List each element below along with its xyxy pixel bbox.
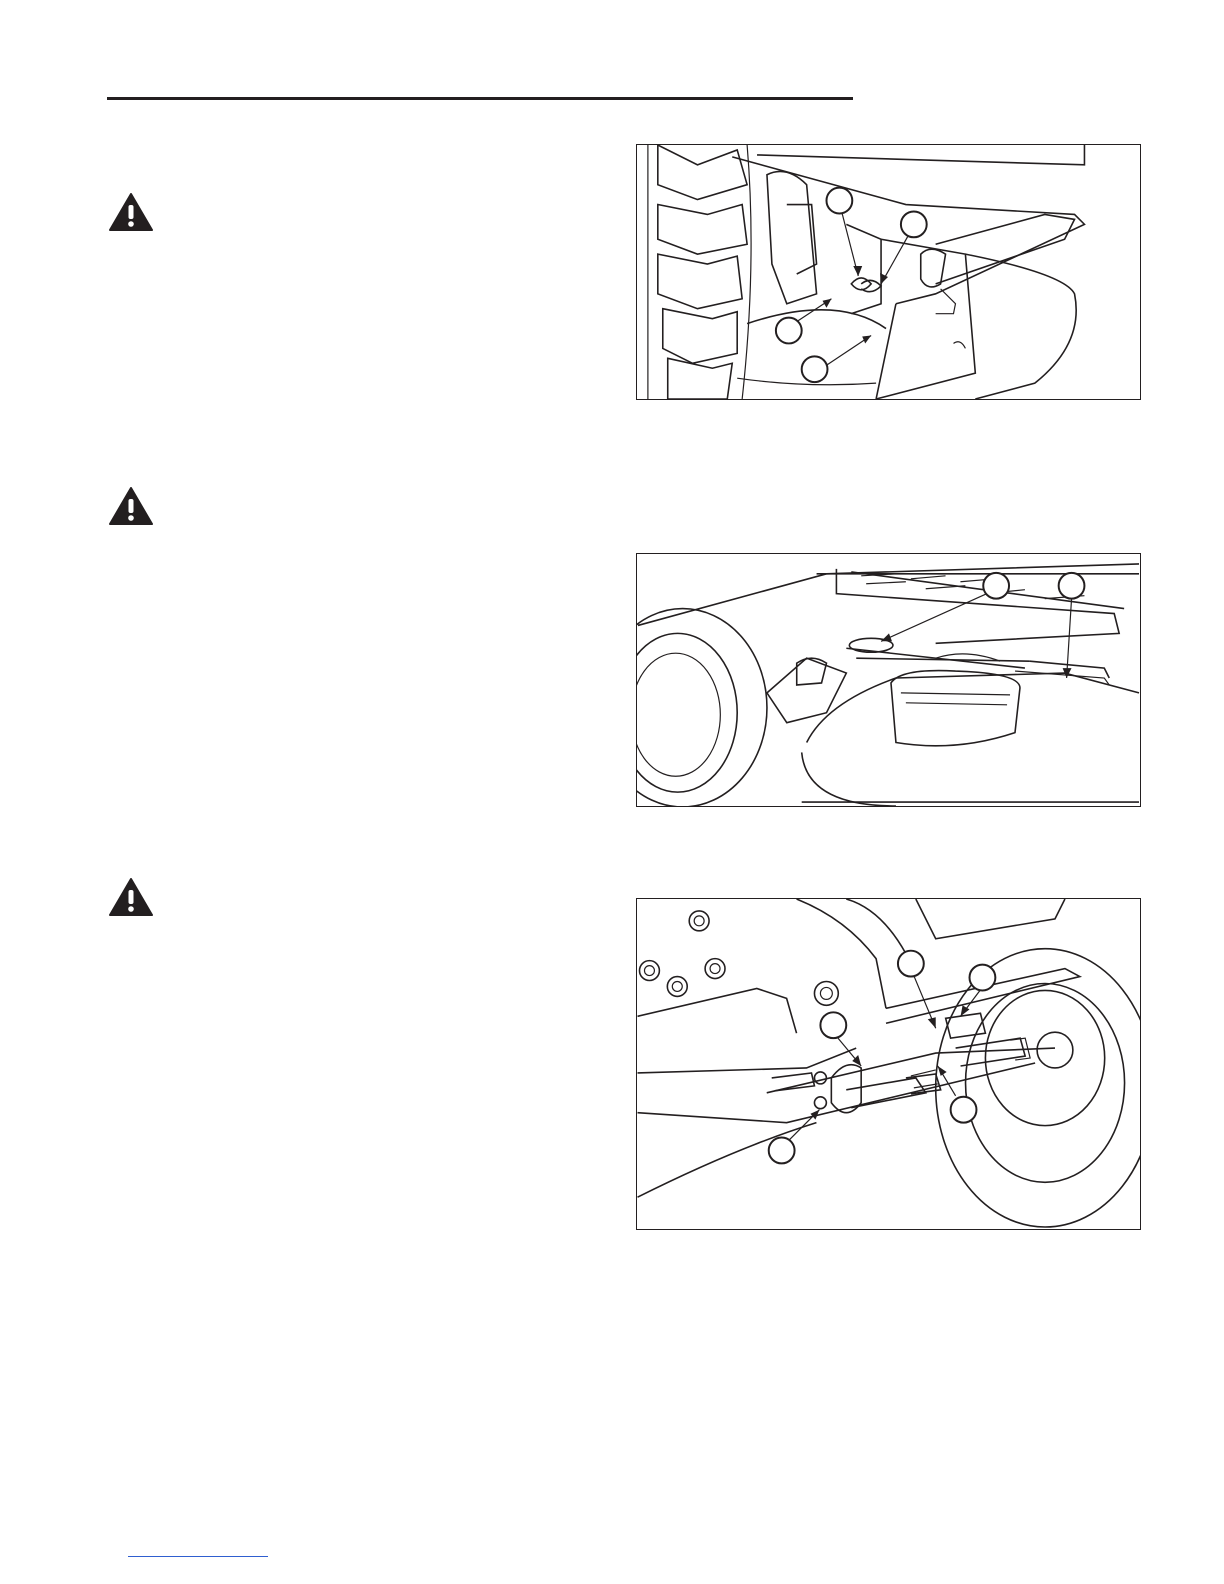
callout-circle <box>951 1097 977 1123</box>
warning-icon <box>108 877 154 917</box>
deck-hanger-illustration <box>637 145 1140 399</box>
figure-deck-hanger-bracket <box>636 144 1141 400</box>
bolts <box>640 911 839 1005</box>
callout-circle <box>901 211 927 237</box>
figure-front-link-rod <box>636 898 1141 1230</box>
callout-circle <box>1059 573 1085 599</box>
callout-circle <box>826 188 852 214</box>
callout-circle <box>970 965 996 991</box>
callout-circle <box>769 1138 795 1164</box>
header-rule <box>107 97 853 100</box>
link-rod-illustration <box>637 899 1140 1229</box>
callout-circle <box>802 356 828 382</box>
warning-icon <box>108 486 154 526</box>
belt-pulley-illustration <box>637 554 1140 806</box>
wheel <box>637 609 767 806</box>
footer-link-underline[interactable] <box>128 1556 268 1557</box>
figure-deck-belt-pulley <box>636 553 1141 807</box>
callout-circle <box>776 318 802 344</box>
callout-circle <box>898 951 924 977</box>
warning-icon <box>108 192 154 232</box>
callout-circle <box>983 573 1009 599</box>
wheel <box>936 949 1140 1227</box>
callout-circle <box>820 1012 846 1038</box>
tire-tread <box>648 145 751 399</box>
